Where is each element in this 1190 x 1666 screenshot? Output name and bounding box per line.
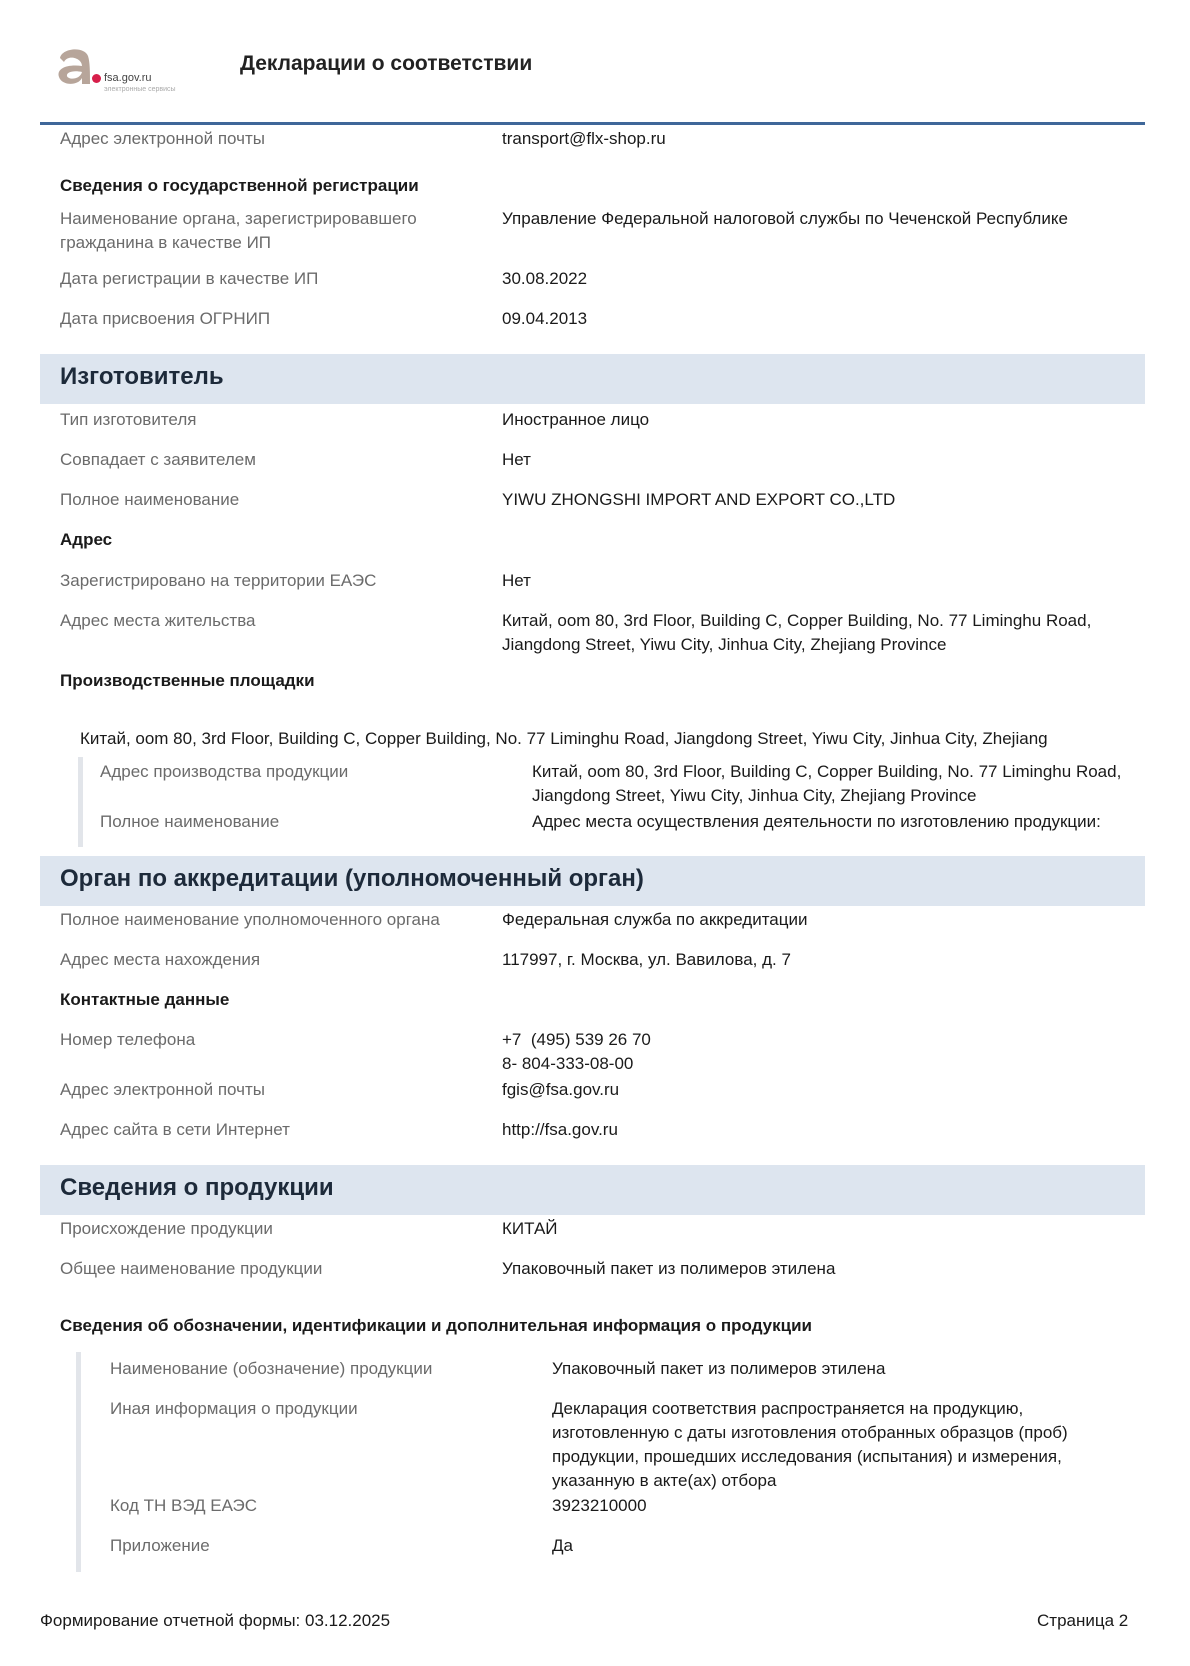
accreditation-address-value: 117997, г. Москва, ул. Вавилова, д. 7 [502,950,791,969]
contacts-heading: Контактные данные [60,990,230,1009]
identification-heading: Сведения об обозначении, идентификации и дополнительная информация о продукции [60,1316,813,1335]
fsa-logo [54,44,214,100]
header-divider [40,122,1145,125]
ogrnip-date-value: 09.04.2013 [502,309,588,328]
fsa-logo-icon [54,44,98,92]
designation-value: Упаковочный пакет из полимеров этилена [552,1359,886,1378]
manufacturer-type-label: Тип изготовителя [60,410,197,429]
tnved-value: 3923210000 [552,1496,647,1515]
accreditation-email-label: Адрес электронной почты [60,1080,265,1099]
website-label: Адрес сайта в сети Интернет [60,1120,290,1139]
production-site-bar [78,757,83,847]
other-info-label: Иная информация о продукции [110,1399,358,1418]
eaeu-registered-label: Зарегистрировано на территории ЕАЭС [60,571,377,590]
phone-label: Номер телефона [60,1030,196,1049]
origin-value: КИТАЙ [502,1219,558,1238]
manufacturer-fullname-label: Полное наименование [60,490,240,509]
manufacturer-section-title: Изготовитель [60,363,224,390]
accreditation-address-label: Адрес места нахождения [60,950,261,969]
accreditation-name-label: Полное наименование уполномоченного органа [60,910,440,929]
appendix-label: Приложение [110,1536,210,1555]
applicant-email-label: Адрес электронной почты [60,129,265,148]
document-title: Декларации о соответствии [240,52,533,75]
logo-subtitle: электронные сервисы [104,86,176,93]
report-generation-date: Формирование отчетной формы: 03.12.2025 [40,1611,391,1630]
manufacturer-type-value: Иностранное лицо [502,410,650,429]
applicant-email-value: transport@flx-shop.ru [502,129,666,148]
product-section-band [40,1165,1145,1215]
site-fullname-value: Адрес места осуществления деятельности по изготовлению продукции: [532,812,1101,831]
manufacturer-section-band [40,354,1145,404]
product-section-title: Сведения о продукции [60,1174,334,1201]
same-as-applicant-label: Совпадает с заявителем [60,450,256,469]
phone-value-2: 8- 804-333-08-00 [502,1054,634,1073]
page-number: Страница 2 [1037,1611,1129,1630]
accreditation-section-band [40,856,1145,906]
manufacturer-fullname-value: YIWU ZHONGSHI IMPORT AND EXPORT CO.,LTD [502,490,896,509]
origin-label: Происхождение продукции [60,1219,273,1238]
accreditation-email-value: fgis@fsa.gov.ru [502,1080,620,1099]
production-address-value: Китай, oom 80, 3rd Floor, Building C, Copper Building, No. 77 Liminghu Road, Jiangdong Street, Yiwu City, Jinhua City, Zhejiang Province [532,762,1122,805]
production-site-line: Китай, oom 80, 3rd Floor, Building C, Copper Building, No. 77 Liminghu Road, Jiangdong Street, Yiwu City, Jinhua City, Zhejiang [80,729,1048,748]
residence-label: Адрес места жительства [60,611,256,630]
authority-label: Наименование органа, зарегистрировавшего гражданина в качестве ИП [60,209,417,252]
registration-heading: Сведения о государственной регистрации [60,176,419,195]
website-value: http://fsa.gov.ru [502,1120,618,1139]
production-address-label: Адрес производства продукции [100,762,349,781]
production-sites-heading: Производственные площадки [60,671,315,690]
site-fullname-label: Полное наименование [100,812,280,831]
accreditation-section-title: Орган по аккредитации (уполномоченный орган) [60,865,644,892]
eaeu-registered-value: Нет [502,571,531,590]
identification-bar [76,1352,81,1572]
other-info-value: Декларация соответствия распространяется на продукцию, изготовленную с даты изготовления отобранных образцов (проб) продукции, прошедших исследования (испытания) и измерения, указанную в акте(ах) отбора [552,1399,1068,1490]
general-name-label: Общее наименование продукции [60,1259,323,1278]
reg-date-value: 30.08.2022 [502,269,588,288]
authority-value: Управление Федеральной налоговой службы по Чеченской Республике [502,209,1068,228]
appendix-value: Да [552,1536,573,1555]
tnved-label: Код ТН ВЭД ЕАЭС [110,1496,258,1515]
residence-value: Китай, oom 80, 3rd Floor, Building C, Copper Building, No. 77 Liminghu Road, Jiangdong Street, Yiwu City, Jinhua City, Zhejiang Province [502,611,1092,654]
address-heading: Адрес [60,530,113,549]
same-as-applicant-value: Нет [502,450,531,469]
designation-label: Наименование (обозначение) продукции [110,1359,433,1378]
accreditation-name-value: Федеральная служба по аккредитации [502,910,808,929]
general-name-value: Упаковочный пакет из полимеров этилена [502,1259,836,1278]
reg-date-label: Дата регистрации в качестве ИП [60,269,319,288]
ogrnip-date-label: Дата присвоения ОГРНИП [60,309,271,328]
phone-value-1: +7 (495) 539 26 70 [502,1030,651,1049]
logo-domain: fsa.gov.ru [104,72,152,84]
logo-dot [92,74,101,83]
